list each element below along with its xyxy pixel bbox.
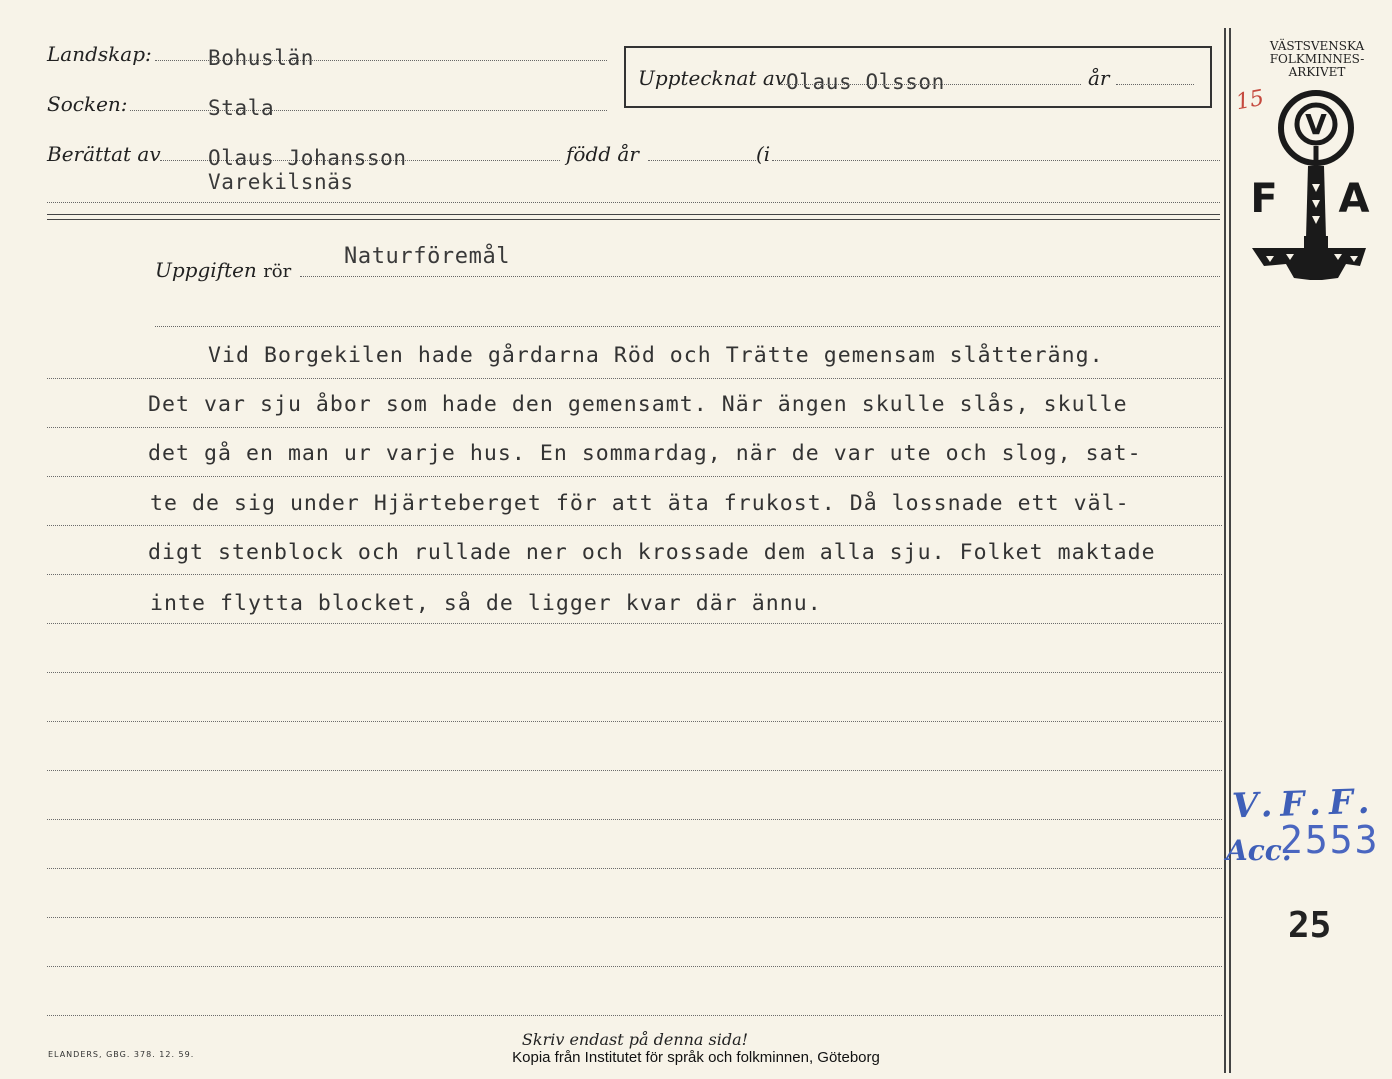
archive-name — [1252, 40, 1382, 79]
subject-line — [300, 276, 1220, 277]
ruled-line — [47, 672, 1222, 673]
body-line-5: digt stenblock och rullade ner och krossade dem alla sju. Folket maktade — [148, 540, 1156, 565]
printer-imprint: ELANDERS, GBG. 378. 12. 59. — [48, 1050, 195, 1059]
fodd-line — [648, 160, 756, 161]
header-continuation-line — [47, 202, 1220, 203]
logo-letter-f: F — [1250, 176, 1278, 222]
archive-name-line-3: ARKIVET — [1288, 65, 1346, 79]
body-line-6: inte flytta blocket, så de ligger kvar där ännu. — [150, 591, 822, 616]
upptecknat-box — [624, 46, 1212, 108]
body-line-2: Det var sju åbor som hade den gemensamt. När ängen skulle slås, skulle — [148, 392, 1128, 417]
header-rule — [47, 214, 1220, 215]
copy-note: Kopia från Institutet för språk och folkminnen, Göteborg — [512, 1049, 880, 1066]
ruled-line — [47, 966, 1222, 967]
archive-name-line-2: FOLKMINNES- — [1269, 52, 1365, 66]
ruled-line — [47, 1015, 1222, 1016]
logo-circle-letter: V — [1305, 108, 1327, 141]
page-number: 25 — [1288, 905, 1332, 946]
archive-name-line-1: VÄSTSVENSKA — [1269, 39, 1365, 53]
landskap-value: Bohuslän — [208, 46, 314, 70]
socken-line — [130, 110, 607, 111]
red-pencil-mark: 15 — [1234, 85, 1266, 116]
ar-line — [1116, 84, 1194, 85]
upptecknat-value: Olaus Olsson — [786, 70, 945, 94]
ruled-line — [47, 819, 1222, 820]
ruled-line — [47, 574, 1222, 575]
berattat-value-1: Olaus Johansson — [208, 146, 407, 170]
subject-label-italic: Uppgiften — [155, 258, 257, 282]
margin-rule — [1224, 28, 1226, 1073]
subject-line-2 — [155, 326, 1220, 327]
acc-stamp: Acc. — [1226, 834, 1292, 867]
fodd-place-line — [772, 160, 1220, 161]
body-line-4: te de sig under Hjärteberget för att äta frukost. Då lossnade ett väl- — [150, 491, 1130, 516]
fodd-place-paren: (i — [756, 142, 771, 166]
ruled-line — [47, 770, 1222, 771]
subject-label — [155, 258, 291, 282]
socken-value: Stala — [208, 96, 275, 120]
berattat-label: Berättat av — [47, 142, 161, 166]
berattat-value-2: Varekilsnäs — [208, 170, 354, 194]
acc-number: 2553 — [1280, 818, 1380, 862]
ruled-line — [47, 868, 1222, 869]
margin-rule-2 — [1229, 28, 1231, 1073]
socken-label: Socken: — [47, 92, 128, 116]
upptecknat-line — [781, 84, 1081, 85]
ruled-line — [47, 525, 1222, 526]
footer-instruction: Skriv endast på denna sida! — [521, 1030, 749, 1049]
body-line-3: det gå en man ur varje hus. En sommardag, när de var ute och slog, sat- — [148, 441, 1142, 466]
ruled-line — [47, 623, 1222, 624]
subject-label-plain: rör — [263, 261, 292, 282]
ruled-line — [47, 917, 1222, 918]
header-rule-2 — [47, 219, 1220, 220]
upptecknat-label: Upptecknat av — [638, 66, 787, 90]
ruled-line — [47, 427, 1222, 428]
vff-stamp: V.F.F. — [1231, 781, 1379, 827]
body-line-1: Vid Borgekilen hade gårdarna Röd och Trätte gemensam slåtteräng. — [208, 343, 1104, 368]
archive-logo-icon — [1246, 88, 1370, 288]
landskap-label: Landskap: — [47, 42, 152, 66]
logo-letter-a: A — [1338, 176, 1370, 222]
ruled-line — [47, 721, 1222, 722]
subject-value: Naturföremål — [344, 244, 511, 269]
fodd-label: född år — [566, 142, 639, 166]
ruled-line — [47, 476, 1222, 477]
ar-label: år — [1088, 66, 1110, 90]
ruled-line — [47, 378, 1222, 379]
